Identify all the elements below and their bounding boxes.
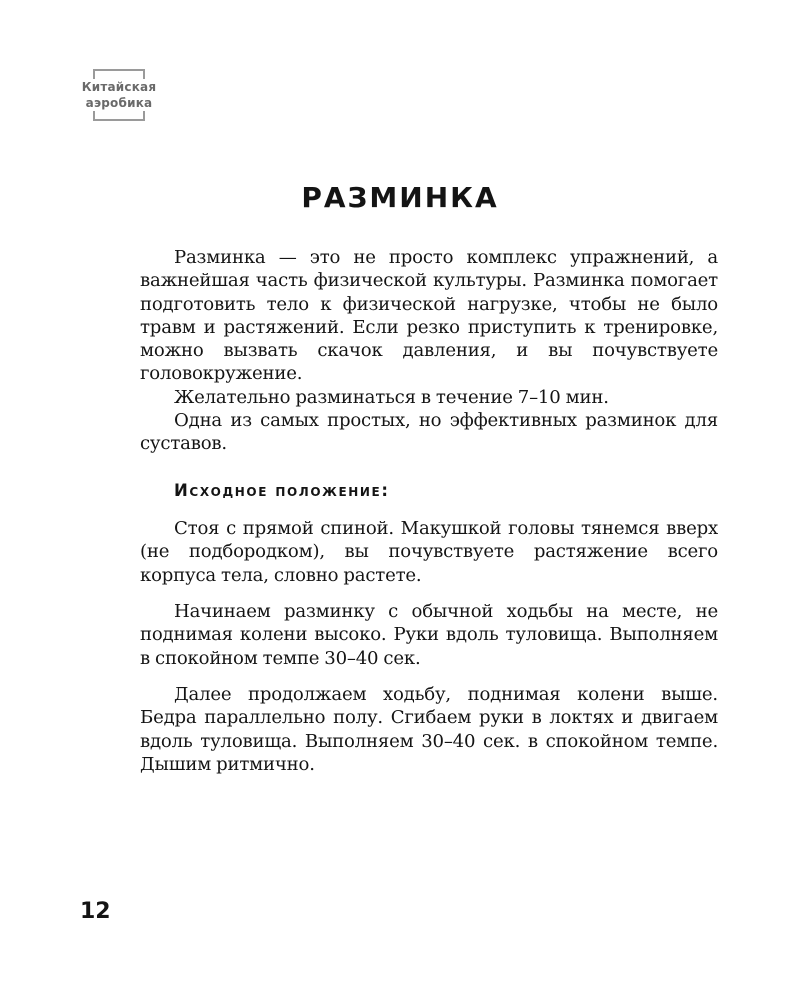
running-head-frame-bottom	[93, 111, 145, 121]
starting-position-heading: Исходное положение:	[174, 481, 390, 500]
page-number: 12	[80, 899, 111, 924]
running-head-line-1: Китайская	[81, 80, 157, 94]
intro-paragraph: Разминка — это не просто комплекс упражнений, а важнейшая часть физической культуры. Разминка помогает подготовить тело к физической нагрузке, чтобы не было травм и растяжений. Если резко приступить к тренировке, можно вызвать скачок давления, и вы почувствуете головокружение.	[140, 247, 718, 385]
running-head-frame-top	[93, 69, 145, 79]
chapter-title: РАЗМИНКА	[301, 181, 499, 214]
walking-paragraph: Начинаем разминку с обычной ходьбы на месте, не поднимая колени высоко. Руки вдоль туловища. Выполняем в спокойном темпе 30–40 сек.	[140, 601, 718, 669]
duration-paragraph: Желательно разминаться в течение 7–10 мин.	[174, 387, 609, 408]
high-knees-paragraph: Далее продолжаем ходьбу, поднимая колени выше. Бедра параллельно полу. Сгибаем руки в локтях и двигаем вдоль туловища. Выполняем 30–40 сек. в спокойном темпе. Дышим ритмично.	[140, 684, 718, 775]
standing-paragraph: Стоя с прямой спиной. Макушкой головы тянемся вверх (не подбородком), вы почувствуете растяжение всего корпуса тела, словно растете.	[140, 518, 718, 586]
running-head-line-2: аэробика	[85, 96, 153, 110]
simple-warmup-paragraph: Одна из самых простых, но эффективных разминок для суставов.	[140, 410, 718, 455]
running-head	[79, 69, 159, 121]
